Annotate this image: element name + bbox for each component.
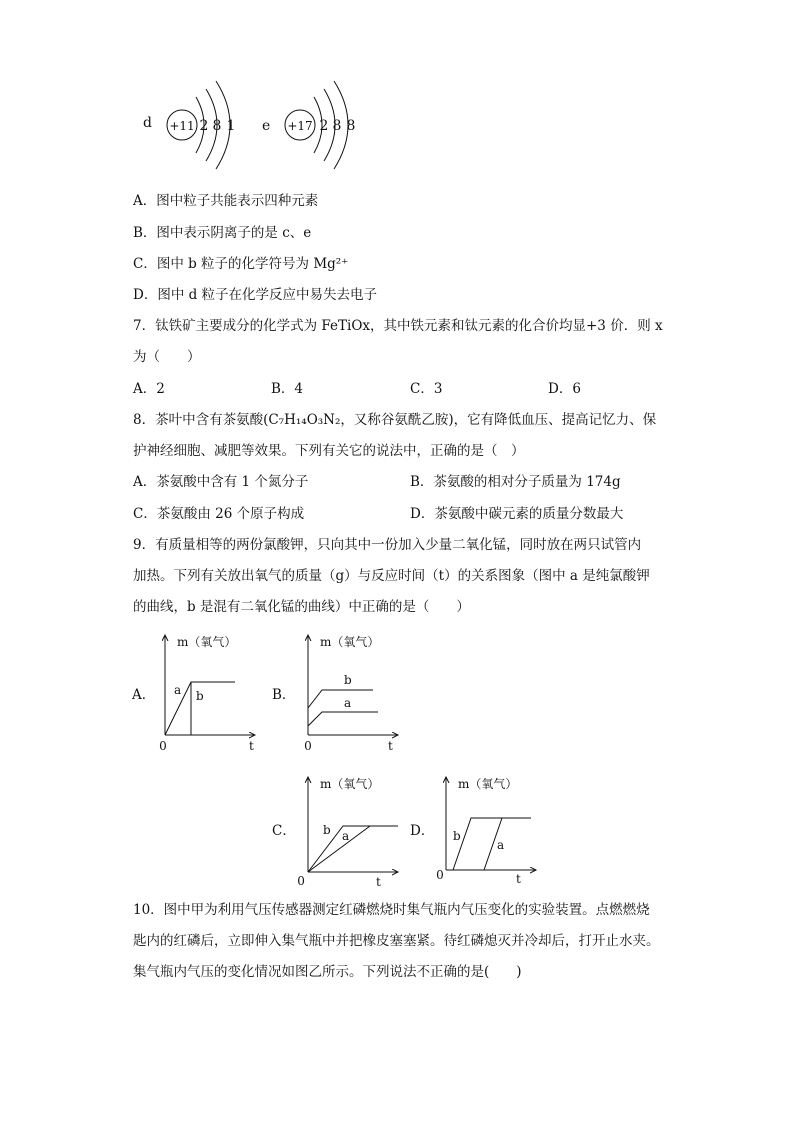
series-a-curve xyxy=(308,826,370,872)
atom-e-electrons-2: 8 xyxy=(332,118,342,134)
x-axis-label: t xyxy=(388,739,393,753)
q9-option-b-label[interactable]: B． xyxy=(272,687,296,703)
y-axis-label: m（氧气） xyxy=(458,777,518,791)
x-axis-label: t xyxy=(516,872,521,886)
origin-label: 0 xyxy=(304,739,312,753)
origin-label: 0 xyxy=(297,874,305,888)
q9-stem-line2: 加热。下列有关放出氧气的质量（g）与反应时间（t）的关系图象（图中 a 是纯氯酸钾 xyxy=(133,568,650,584)
series-b-label: b xyxy=(344,673,352,687)
series-a-label: a xyxy=(344,696,352,710)
q6-option-c[interactable]: C．图中 b 粒子的化学符号为 Mg²⁺ xyxy=(133,256,349,272)
q6-option-b[interactable]: B．图中表示阴离子的是 c、e xyxy=(133,225,312,241)
q9-stem-line3: 的曲线，b 是混有二氧化锰的曲线）中正确的是（ ） xyxy=(133,599,470,615)
atom-d-nucleus-charge: +11 xyxy=(169,119,195,133)
series-b-curve xyxy=(453,818,531,870)
q10-stem-line2: 匙内的红磷后，立即伸入集气瓶中并把橡皮塞塞紧。待红磷熄灭并冷却后，打开止水夹。 xyxy=(133,933,660,949)
q9-graph-a[interactable] xyxy=(155,630,265,755)
series-b-label: b xyxy=(196,689,204,703)
series-b-label: b xyxy=(453,829,461,843)
atom-diagrams xyxy=(130,75,390,175)
q9-stem-line1: 9．有质量相等的两份氯酸钾，只向其中一份加入少量二氧化锰，同时放在两只试管内 xyxy=(133,537,642,553)
y-axis-label: m（氧气） xyxy=(320,777,380,791)
x-axis-label: t xyxy=(376,875,381,889)
q7-option-d[interactable]: D．6 xyxy=(548,381,581,397)
q9-graph-d[interactable] xyxy=(436,772,546,892)
q9-graph-c[interactable] xyxy=(298,772,408,892)
q6-option-d[interactable]: D．图中 d 粒子在化学反应中易失去电子 xyxy=(133,287,378,303)
series-a-label: a xyxy=(497,838,505,852)
series-a-label: a xyxy=(174,683,182,697)
q8-stem-line1: 8．茶叶中含有茶氨酸(C₇H₁₄O₃N₂，又称谷氨酰乙胺)，它有降低血压、提高记忆力、保 xyxy=(133,412,657,428)
atom-d-electrons-3: 1 xyxy=(226,118,236,134)
q8-stem-line2: 护神经细胞、减肥等效果。下列有关它的说法中，正确的是（ ） xyxy=(133,443,525,459)
q9-option-c-label[interactable]: C． xyxy=(272,823,296,839)
origin-label: 0 xyxy=(159,739,167,753)
atom-d-label: d xyxy=(143,115,152,131)
q9-option-d-label[interactable]: D． xyxy=(410,823,435,839)
q8-option-c[interactable]: C．茶氨酸由 26 个原子构成 xyxy=(133,506,305,522)
origin-label: 0 xyxy=(436,868,444,882)
q8-option-a[interactable]: A．茶氨酸中含有 1 个氮分子 xyxy=(133,474,309,490)
atom-d-electrons-2: 8 xyxy=(212,118,222,134)
q7-option-b[interactable]: B．4 xyxy=(271,381,304,397)
q10-stem-line1: 10．图中甲为利用气压传感器测定红磷燃烧时集气瓶内气压变化的实验装置。点燃燃烧 xyxy=(133,902,650,918)
q8-option-b[interactable]: B．茶氨酸的相对分子质量为 174g xyxy=(410,474,621,490)
q8-option-d[interactable]: D．茶氨酸中碳元素的质量分数最大 xyxy=(410,506,624,522)
q9-option-a-label[interactable]: A． xyxy=(132,687,156,703)
atom-e-electrons-1: 2 xyxy=(319,118,329,134)
q9-graph-b[interactable] xyxy=(298,630,408,755)
atom-e-label: e xyxy=(262,118,271,134)
atom-e-nucleus-charge: +17 xyxy=(287,119,313,133)
atom-e-electrons-3: 8 xyxy=(346,118,356,134)
y-axis-label: m（氧气） xyxy=(177,635,237,649)
series-b-curve xyxy=(308,826,398,872)
q6-option-a[interactable]: A．图中粒子共能表示四种元素 xyxy=(133,193,319,209)
series-a-label: a xyxy=(342,829,350,843)
q7-stem-line1: 7．钛铁矿主要成分的化学式为 FeTiOx，其中铁元素和钛元素的化合价均显+3 价．则 x xyxy=(133,318,663,334)
q7-option-c[interactable]: C．3 xyxy=(410,381,443,397)
q10-stem-line3: 集气瓶内气压的变化情况如图乙所示。下列说法不正确的是( ) xyxy=(133,964,522,980)
q7-stem-line2: 为（ ） xyxy=(133,349,201,365)
x-axis-label: t xyxy=(249,739,254,753)
series-a-curve xyxy=(308,712,378,726)
atom-d-electrons-1: 2 xyxy=(199,118,209,134)
q7-option-a[interactable]: A．2 xyxy=(133,381,165,397)
series-b-label: b xyxy=(323,823,331,837)
y-axis-label: m（氧气） xyxy=(320,635,380,649)
series-b-curve xyxy=(308,690,373,708)
